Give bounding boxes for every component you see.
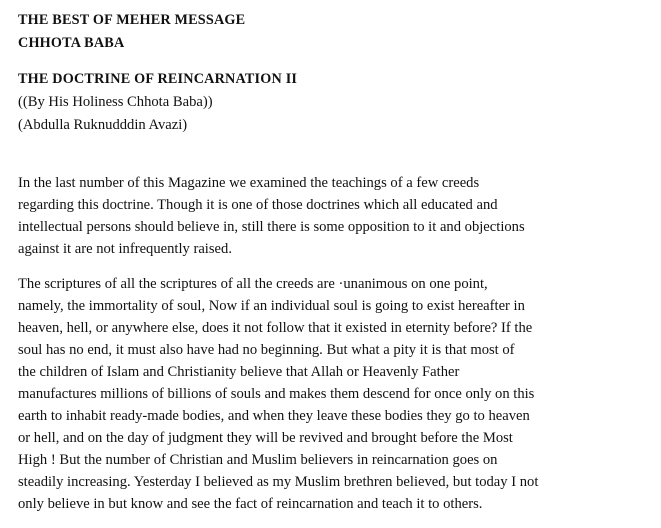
paragraph-line: soul has no end, it must also have had no beginning. But what a pity it is that most of xyxy=(18,342,515,358)
paragraph-line: earth to inhabit ready-made bodies, and when they leave these bodies they go to heaven xyxy=(18,408,530,424)
series-title: THE BEST OF MEHER MESSAGE xyxy=(18,12,246,28)
article-byline: ((By His Holiness Chhota Baba)) xyxy=(18,94,213,110)
paragraph-line: heaven, hell, or anywhere else, does it not follow that it existed in eternity before? If the xyxy=(18,320,533,336)
author-title: CHHOTA BABA xyxy=(18,35,125,51)
article-author-name: (Abdulla Ruknudddin Avazi) xyxy=(18,117,188,133)
paragraph-line: only believe in but know and see the fact of reincarnation and teach it to others. xyxy=(18,496,483,512)
paragraph-line: the children of Islam and Christianity believe that Allah or Heavenly Father xyxy=(18,364,460,380)
paragraph-line: In the last number of this Magazine we examined the teachings of a few creeds xyxy=(18,175,480,191)
paragraph-line: or hell, and on the day of judgment they will be revived and brought before the Most xyxy=(18,430,513,446)
paragraph-line: The scriptures of all the scriptures of all the creeds are ·unanimous on one point, xyxy=(18,276,488,292)
paragraph-line: namely, the immortality of soul, Now if an individual soul is going to exist hereafter in xyxy=(18,298,525,314)
article-title: THE DOCTRINE OF REINCARNATION II xyxy=(18,71,298,87)
paragraph-line: manufactures millions of billions of souls and makes them descend for once only on this xyxy=(18,386,535,402)
paragraph-line: steadily increasing. Yesterday I believed as my Muslim brethren believed, but today I not xyxy=(18,474,539,490)
paragraph-line: High ! But the number of Christian and Muslim believers in reincarnation goes on xyxy=(18,452,498,468)
paragraph-line: regarding this doctrine. Though it is one of those doctrines which all educated and xyxy=(18,197,498,213)
paragraph-line: intellectual persons should believe in, still there is some opposition to it and objections xyxy=(18,219,525,235)
paragraph-line: against it are not infrequently raised. xyxy=(18,241,232,257)
